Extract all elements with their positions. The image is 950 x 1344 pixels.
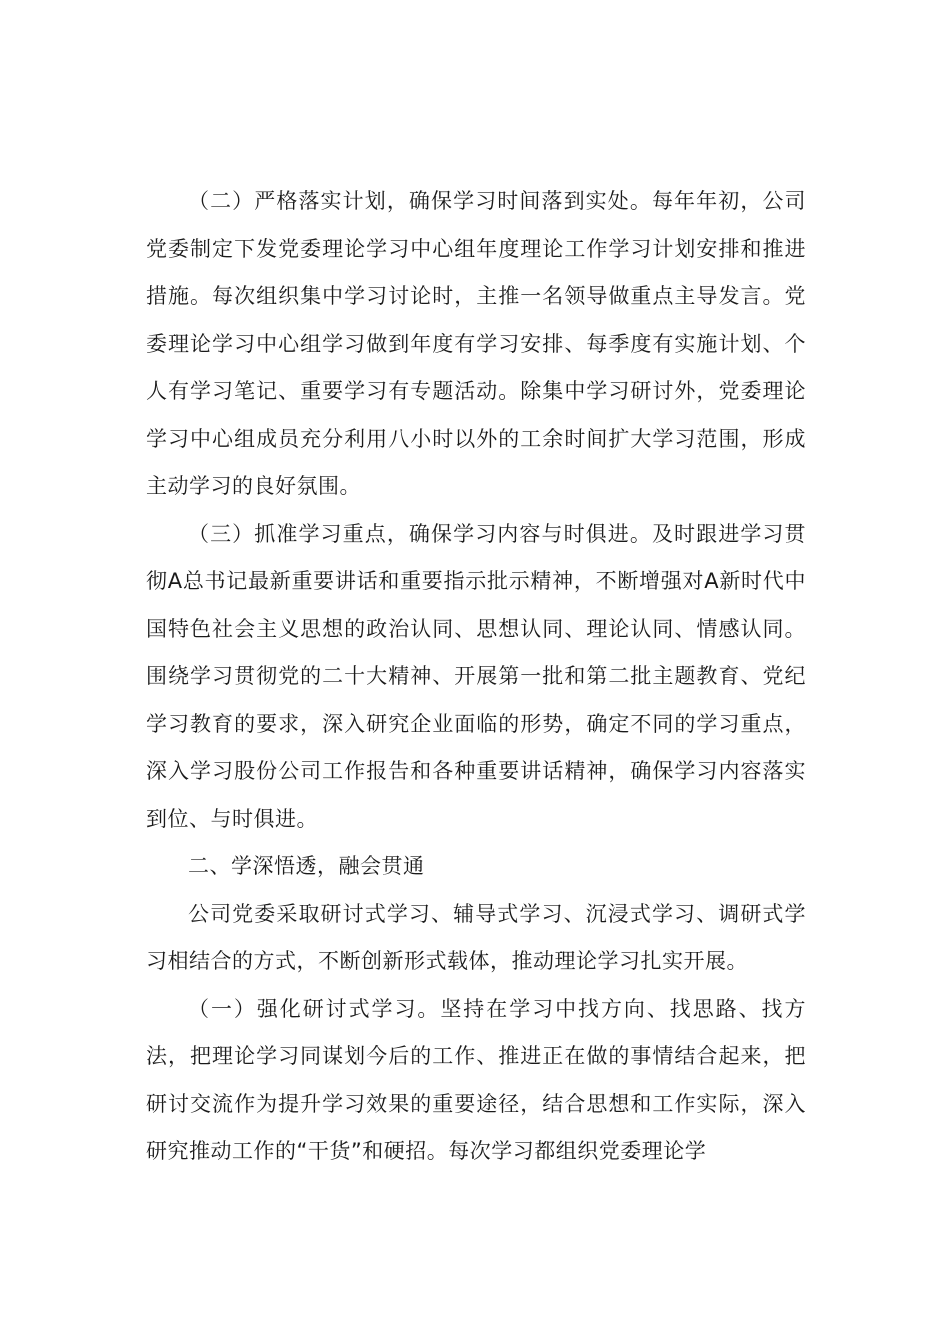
paragraph-plan-implementation: （二）严格落实计划，确保学习时间落到实处。每年年初，公司党委制定下发党委理论学习中心组年度理论工作学习计划安排和推进措施。每次组织集中学习讨论时，主推一名领导做重点主导发言。党委理论学习中心组学习做到年度有学习安排、每季度有实施计划、个人有学习笔记、重要学习有专题活动。除集中学习研讨外，党委理论学习中心组成员充分利用八小时以外的工余时间扩大学习范围，形成主动学习的良好氛围。 (146, 189, 806, 498)
section-heading: 二、学深悟透，融会贯通 (188, 854, 425, 878)
document-body (146, 178, 806, 1176)
paragraph-study-methods: 公司党委采取研讨式学习、辅导式学习、沉浸式学习、调研式学习相结合的方式，不断创新形式载体，推动理论学习扎实开展。 (146, 901, 806, 973)
paragraph-seminar-study: （一）强化研讨式学习。坚持在学习中找方向、找思路、找方法，把理论学习同谋划今后的工作、推进正在做的事情结合起来，把研讨交流作为提升学习效果的重要途径，结合思想和工作实际，深入研究推动工作的“干货”和硬招。每次学习都组织党委理论学 (146, 996, 806, 1163)
paragraph-study-focus: （三）抓准学习重点，确保学习内容与时俱进。及时跟进学习贯彻A总书记最新重要讲话和重要指示批示精神，不断增强对A新时代中国特色社会主义思想的政治认同、思想认同、理论认同、情感认同。围绕学习贯彻党的二十大精神、开展第一批和第二批主题教育、党纪学习教育的要求，深入研究企业面临的形势，确定不同的学习重点，深入学习股份公司工作报告和各种重要讲话精神，确保学习内容落实到位、与时俱进。 (146, 521, 806, 831)
